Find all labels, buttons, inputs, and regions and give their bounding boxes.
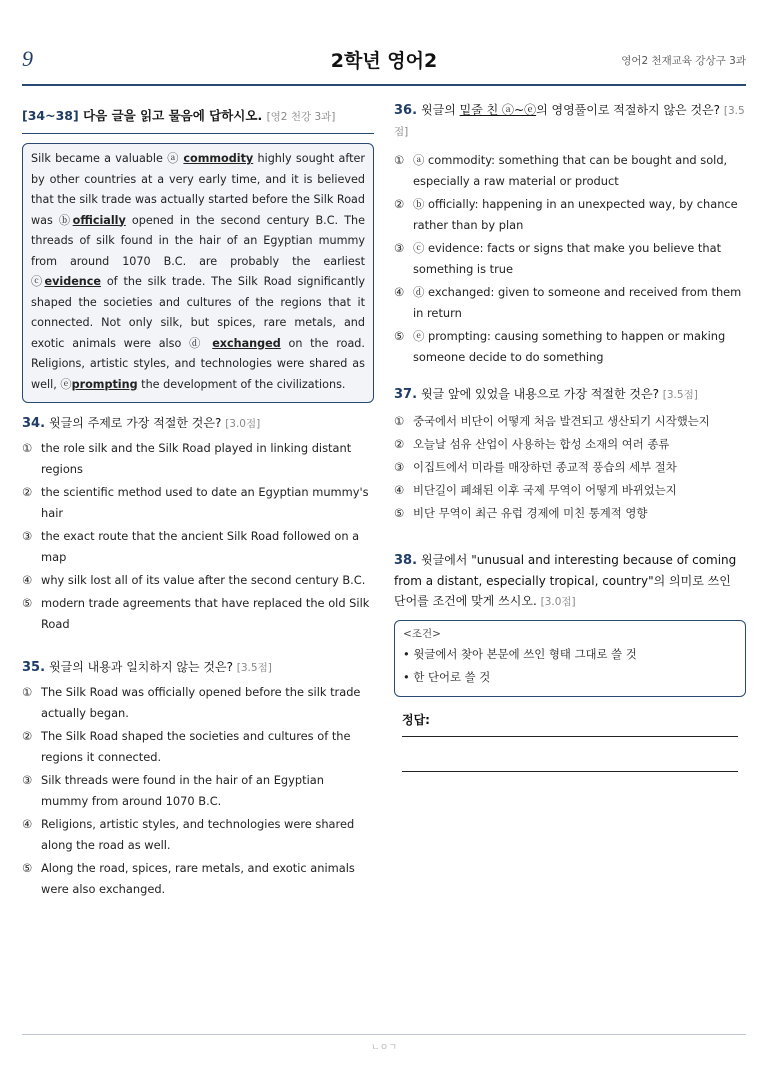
option-text: why silk lost all of its value after the second century B.C. <box>41 573 366 587</box>
option-text: The Silk Road was officially opened before the silk trade actually began. <box>41 685 361 720</box>
option-number: ① <box>394 414 405 428</box>
condition-title: <조건> <box>403 628 441 640</box>
underlined-word-e: prompting <box>71 377 138 391</box>
option-number: ⑤ <box>22 861 33 875</box>
marker-e: ⓔ <box>60 377 72 391</box>
option-text: Silk threads were found in the hair of an Egyptian mummy from around 1070 B.C. <box>41 773 324 808</box>
page-title: 2학년 영어2 <box>330 50 438 72</box>
answer-option[interactable] <box>22 858 374 900</box>
option-number: ② <box>22 485 33 499</box>
question-37-stem <box>394 384 746 405</box>
answer-option[interactable] <box>22 438 374 480</box>
answer-option[interactable] <box>394 480 746 501</box>
answer-option[interactable] <box>22 814 374 856</box>
marker-a: ⓐ <box>167 152 180 165</box>
question-points: [3.5점] <box>394 105 745 138</box>
question-text: 윗글의 주제로 가장 적절한 것은? <box>49 416 222 430</box>
condition-item: • 윗글에서 찾아 본문에 쓰인 형태 그대로 쓸 것 <box>403 647 637 661</box>
passage-text: of the silk trade. The Silk Road significantly shaped the societies and cultures of the regions that it connected. Not only silk, but spices, rare metals, and exotic animals were also <box>31 275 365 350</box>
answer-option[interactable] <box>22 570 374 591</box>
section-range: [34~38] <box>22 108 79 123</box>
section-source: [영2 천강 3과] <box>266 111 336 123</box>
passage-text: Silk became a valuable <box>31 152 168 165</box>
section-instruction: 다음 글을 읽고 물음에 답하시오. <box>83 108 263 123</box>
option-number: ② <box>394 437 405 451</box>
question-34 <box>22 413 374 635</box>
option-number: ④ <box>22 817 33 831</box>
option-text: ⓔ prompting: causing something to happen or making someone decide to do something <box>413 329 726 364</box>
option-number: ① <box>22 441 33 455</box>
answer-option[interactable] <box>394 434 746 455</box>
underlined-word-a: commodity <box>183 152 254 165</box>
answer-option[interactable] <box>394 282 746 324</box>
option-number: ② <box>22 729 33 743</box>
option-text: 중국에서 비단이 어떻게 처음 발견되고 생산되기 시작했는지 <box>413 414 710 428</box>
marker-b: ⓑ <box>58 213 73 227</box>
answer-option[interactable] <box>22 593 374 635</box>
option-text: 오늘날 섬유 산업이 사용하는 합성 소재의 여러 종류 <box>413 437 670 451</box>
option-text: the role silk and the Silk Road played in linking distant regions <box>41 441 352 476</box>
option-text: ⓐ commodity: something that can be bought and sold, especially a raw material or product <box>413 153 728 188</box>
option-text: 비단길이 폐쇄된 이후 국제 무역이 어떻게 바뀌었는지 <box>413 483 677 497</box>
passage-text: on the road. Religions, artistic styles, and technologies were shared as well, <box>31 336 365 391</box>
page-header <box>22 44 746 78</box>
question-points: [3.5점] <box>662 389 698 401</box>
question-number: 37. <box>394 387 418 402</box>
section-heading <box>22 106 374 134</box>
answer-option[interactable] <box>22 482 374 524</box>
underlined-word-c: evidence <box>44 275 101 288</box>
right-column <box>394 100 746 772</box>
question-35 <box>22 657 374 900</box>
option-number: ④ <box>394 285 405 299</box>
reading-passage <box>22 143 374 403</box>
question-text: 윗글의 내용과 일치하지 않는 것은? <box>49 660 233 674</box>
answer-option[interactable] <box>22 526 374 568</box>
option-number: ⑤ <box>394 506 405 520</box>
marker-d: ⓓ <box>189 336 205 350</box>
option-number: ⑤ <box>394 329 405 343</box>
option-text: ⓒ evidence: facts or signs that make you believe that something is true <box>413 241 722 276</box>
header-divider <box>22 84 746 86</box>
option-number: ④ <box>22 573 33 587</box>
answer-line[interactable] <box>402 771 738 772</box>
option-number: ③ <box>22 773 33 787</box>
passage-text: highly sought after by other countries at a very early time, and it is believed that the silk trade was actually started before the Silk Road was <box>31 152 365 227</box>
question-points: [3.5점] <box>236 662 272 674</box>
answer-option[interactable] <box>394 503 746 524</box>
underlined-word-b: officially <box>72 213 126 227</box>
answer-option[interactable] <box>394 150 746 192</box>
option-text: the exact route that the ancient Silk Road followed on a map <box>41 529 360 564</box>
question-points: [3.0점] <box>225 418 261 430</box>
question-37 <box>394 384 746 524</box>
option-text: the scientific method used to date an Egyptian mummy's hair <box>41 485 369 520</box>
question-number: 35. <box>22 660 46 675</box>
answer-option[interactable] <box>394 457 746 478</box>
question-34-stem <box>22 413 374 434</box>
question-number: 34. <box>22 416 46 431</box>
answer-option[interactable] <box>394 326 746 368</box>
question-number: 36. <box>394 103 418 118</box>
question-underlined-text: 밑줄 친 ⓐ~ⓔ <box>459 103 537 117</box>
footer-mark: ㄴㅇㄱ <box>370 1043 398 1053</box>
question-36-stem <box>394 100 746 142</box>
answer-option[interactable] <box>394 238 746 280</box>
question-36 <box>394 100 746 368</box>
left-column <box>22 106 374 902</box>
answer-option[interactable] <box>394 411 746 432</box>
question-35-stem <box>22 657 374 678</box>
question-text: 윗글 앞에 있었을 내용으로 가장 적절한 것은? <box>421 387 659 401</box>
footer-divider <box>22 1034 746 1035</box>
underlined-word-d: exchanged <box>212 336 281 350</box>
question-number: 38. <box>394 553 418 568</box>
answer-option[interactable] <box>394 194 746 236</box>
passage-text: the development of the civilizations. <box>137 377 346 391</box>
question-text: 윗글에서 "unusual and interesting because of coming from a distant, especially tropical, country"의 의미로 쓰인 단어를 조건에 맞게 쓰시오. <box>394 553 737 608</box>
option-text: ⓓ exchanged: given to someone and received from them in return <box>413 285 742 320</box>
option-text: Religions, artistic styles, and technologies were shared along the road as well. <box>41 817 355 852</box>
option-text: The Silk Road shaped the societies and cultures of the regions it connected. <box>41 729 351 764</box>
option-text: ⓑ officially: happening in an unexpected way, by chance rather than by plan <box>413 197 738 232</box>
answer-option[interactable] <box>22 682 374 724</box>
option-number: ③ <box>394 241 405 255</box>
answer-line[interactable] <box>402 736 738 737</box>
passage-text: opened in the second century B.C. The threads of silk found in the hair of an Egyptian mummy from around 1070 B.C. are probably the earliest <box>31 213 365 268</box>
marker-c: ⓒ <box>31 275 45 288</box>
option-number: ③ <box>394 460 405 474</box>
condition-box <box>394 620 746 697</box>
answer-option[interactable] <box>22 726 374 768</box>
option-number: ② <box>394 197 405 211</box>
question-text: 의 영영풀이로 적절하지 않은 것은? <box>536 103 721 117</box>
question-text: 윗글의 <box>421 103 460 117</box>
question-points: [3.0점] <box>540 596 576 608</box>
option-text: Along the road, spices, rare metals, and exotic animals were also exchanged. <box>41 861 355 896</box>
page-number: 9 <box>22 46 33 71</box>
option-number: ④ <box>394 483 405 497</box>
page-subtitle: 영어2 천재교육 강상구 3과 <box>621 55 746 67</box>
option-text: 비단 무역이 최근 유럽 경제에 미친 통계적 영향 <box>413 506 648 520</box>
condition-item: • 한 단어로 쓸 것 <box>403 670 491 684</box>
answer-option[interactable] <box>22 770 374 812</box>
option-number: ③ <box>22 529 33 543</box>
question-38-stem <box>394 550 746 612</box>
option-text: modern trade agreements that have replaced the old Silk Road <box>41 596 370 631</box>
option-number: ① <box>394 153 405 167</box>
option-number: ① <box>22 685 33 699</box>
question-38 <box>394 550 746 772</box>
answer-label: 정답: <box>402 713 430 727</box>
option-number: ⑤ <box>22 596 33 610</box>
option-text: 이집트에서 미라를 매장하던 종교적 풍습의 세부 절차 <box>413 460 677 474</box>
